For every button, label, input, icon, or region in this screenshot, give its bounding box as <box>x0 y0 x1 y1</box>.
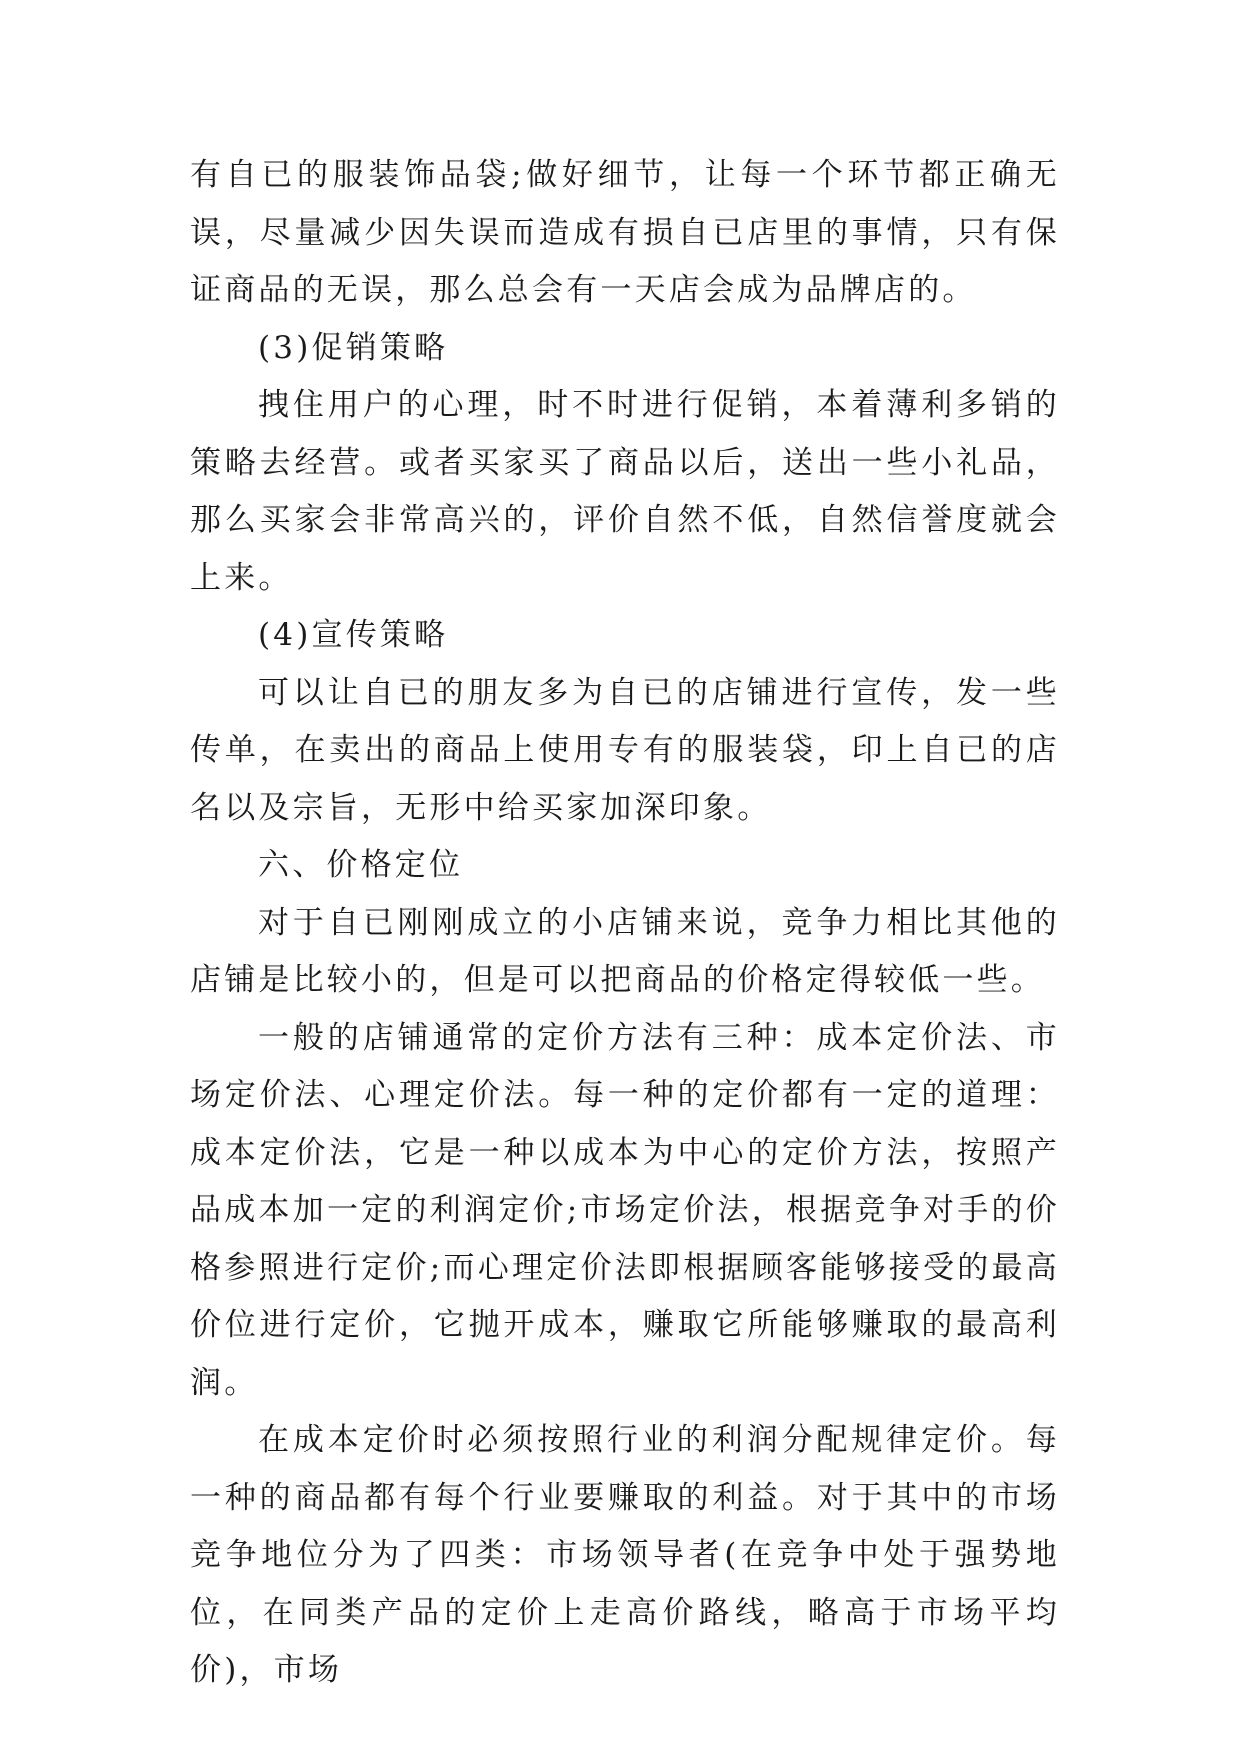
paragraph-publicity: 可以让自已的朋友多为自已的店铺进行宣传，发一些传单，在卖出的商品上使用专有的服装袋，印上自已的店名以及宗旨，无形中给买家加深印象。 <box>190 674 1060 826</box>
paragraph-pricing-methods: 一般的店铺通常的定价方法有三种：成本定价法、市场定价法、心理定价法。每一种的定价都有一定的道理：成本定价法，它是一种以成本为中心的定价方法，按照产品成本加一定的利润定价;市场定价法，根据竞争对手的价格参照进行定价;而心理定价法即根据顾客能够接受的最高价位进行定价，它抛开成本，赚取它所能够赚取的最高利润。 <box>190 1019 1060 1401</box>
section-heading-publicity-strategy: (4)宣传策略 <box>258 617 449 653</box>
section-heading-price-positioning: 六、价格定位 <box>258 847 464 883</box>
paragraph-promotion: 拽住用户的心理，时不时进行促销，本着薄利多销的策略去经营。或者买家买了商品以后，送出一些小礼品，那么买家会非常高兴的，评价自然不低，自然信誉度就会上来。 <box>190 387 1060 596</box>
document-page <box>190 147 1060 1700</box>
paragraph-cost-pricing: 在成本定价时必须按照行业的利润分配规律定价。每一种的商品都有每个行业要赚取的利益。对于其中的市场竞争地位分为了四类：市场领导者(在竞争中处于强势地位，在同类产品的定价上走高价路线，略高于市场平均价)，市场 <box>190 1422 1060 1688</box>
paragraph-continuation: 有自已的服装饰品袋;做好细节，让每一个环节都正确无误，尽量减少因失误而造成有损自已店里的事情，只有保证商品的无误，那么总会有一天店会成为品牌店的。 <box>190 157 1060 308</box>
section-heading-promotion-strategy: (3)促销策略 <box>258 329 449 366</box>
paragraph-price-intro: 对于自已刚刚成立的小店铺来说，竞争力相比其他的店铺是比较小的，但是可以把商品的价格定得较低一些。 <box>190 904 1060 998</box>
